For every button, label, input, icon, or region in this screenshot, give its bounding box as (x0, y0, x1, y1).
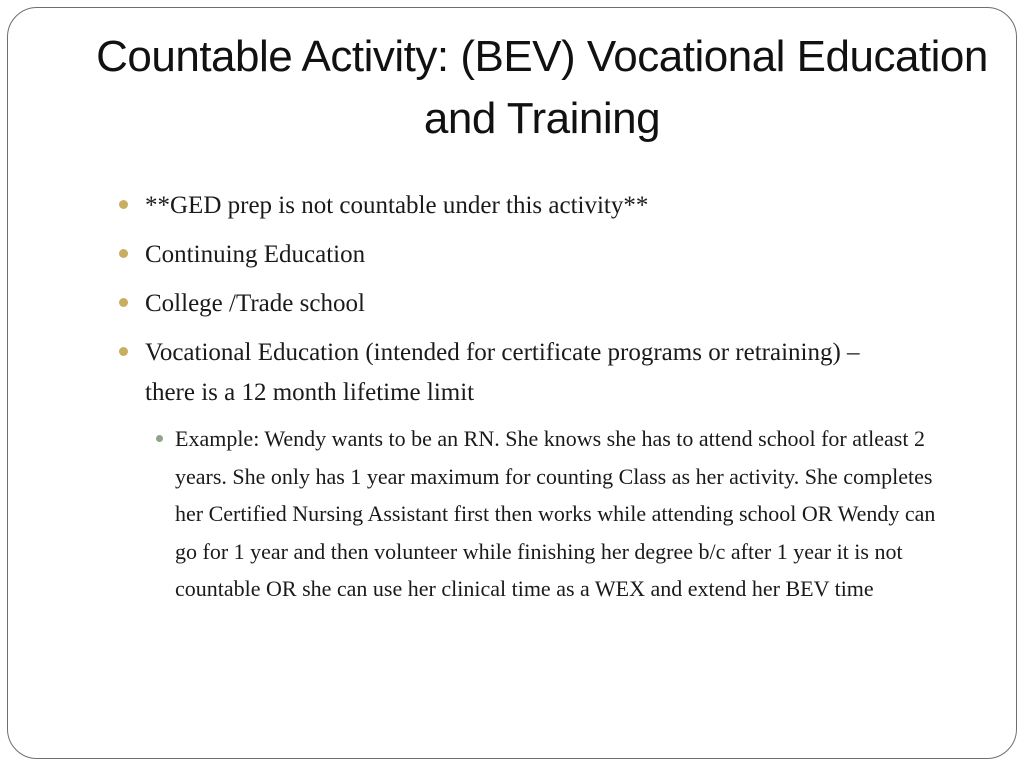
sub-bullet-list (145, 420, 936, 608)
bullet-dot-icon (119, 298, 128, 307)
bullet-text: Vocational Education (intended for certificate programs or retraining) – there is a 12 month lifetime limit (145, 339, 860, 406)
slide-body (8, 186, 1017, 617)
bullet-item (145, 235, 880, 275)
bullet-dot-icon (119, 200, 128, 209)
bullet-item (145, 333, 936, 608)
bullet-dot-icon (119, 347, 128, 356)
bullet-dot-icon (119, 249, 128, 258)
bullet-text: College /Trade school (145, 290, 365, 317)
slide-title: Countable Activity: (BEV) Vocational Education and Training (96, 32, 988, 143)
bullet-item (145, 284, 880, 324)
slide-frame (7, 7, 1017, 759)
bullet-list (8, 186, 1017, 608)
sub-bullet-text: Example: Wendy wants to be an RN. She knows she has to attend school for atleast 2 years. She only has 1 year maximum for counting Class as her activity. She completes her Certified Nursing Assistant first then works while attending school OR Wendy can go for 1 year and then volunteer while finishing her degree b/c after 1 year it is not countable OR she can use her clinical time as a WEX and extend her BEV time (175, 426, 936, 602)
sub-bullet-item (175, 420, 955, 608)
bullet-text: **GED prep is not countable under this activity** (145, 192, 649, 219)
sub-bullet-dot-icon (156, 435, 163, 442)
bullet-text: Continuing Education (145, 241, 366, 268)
bullet-item (145, 186, 880, 226)
